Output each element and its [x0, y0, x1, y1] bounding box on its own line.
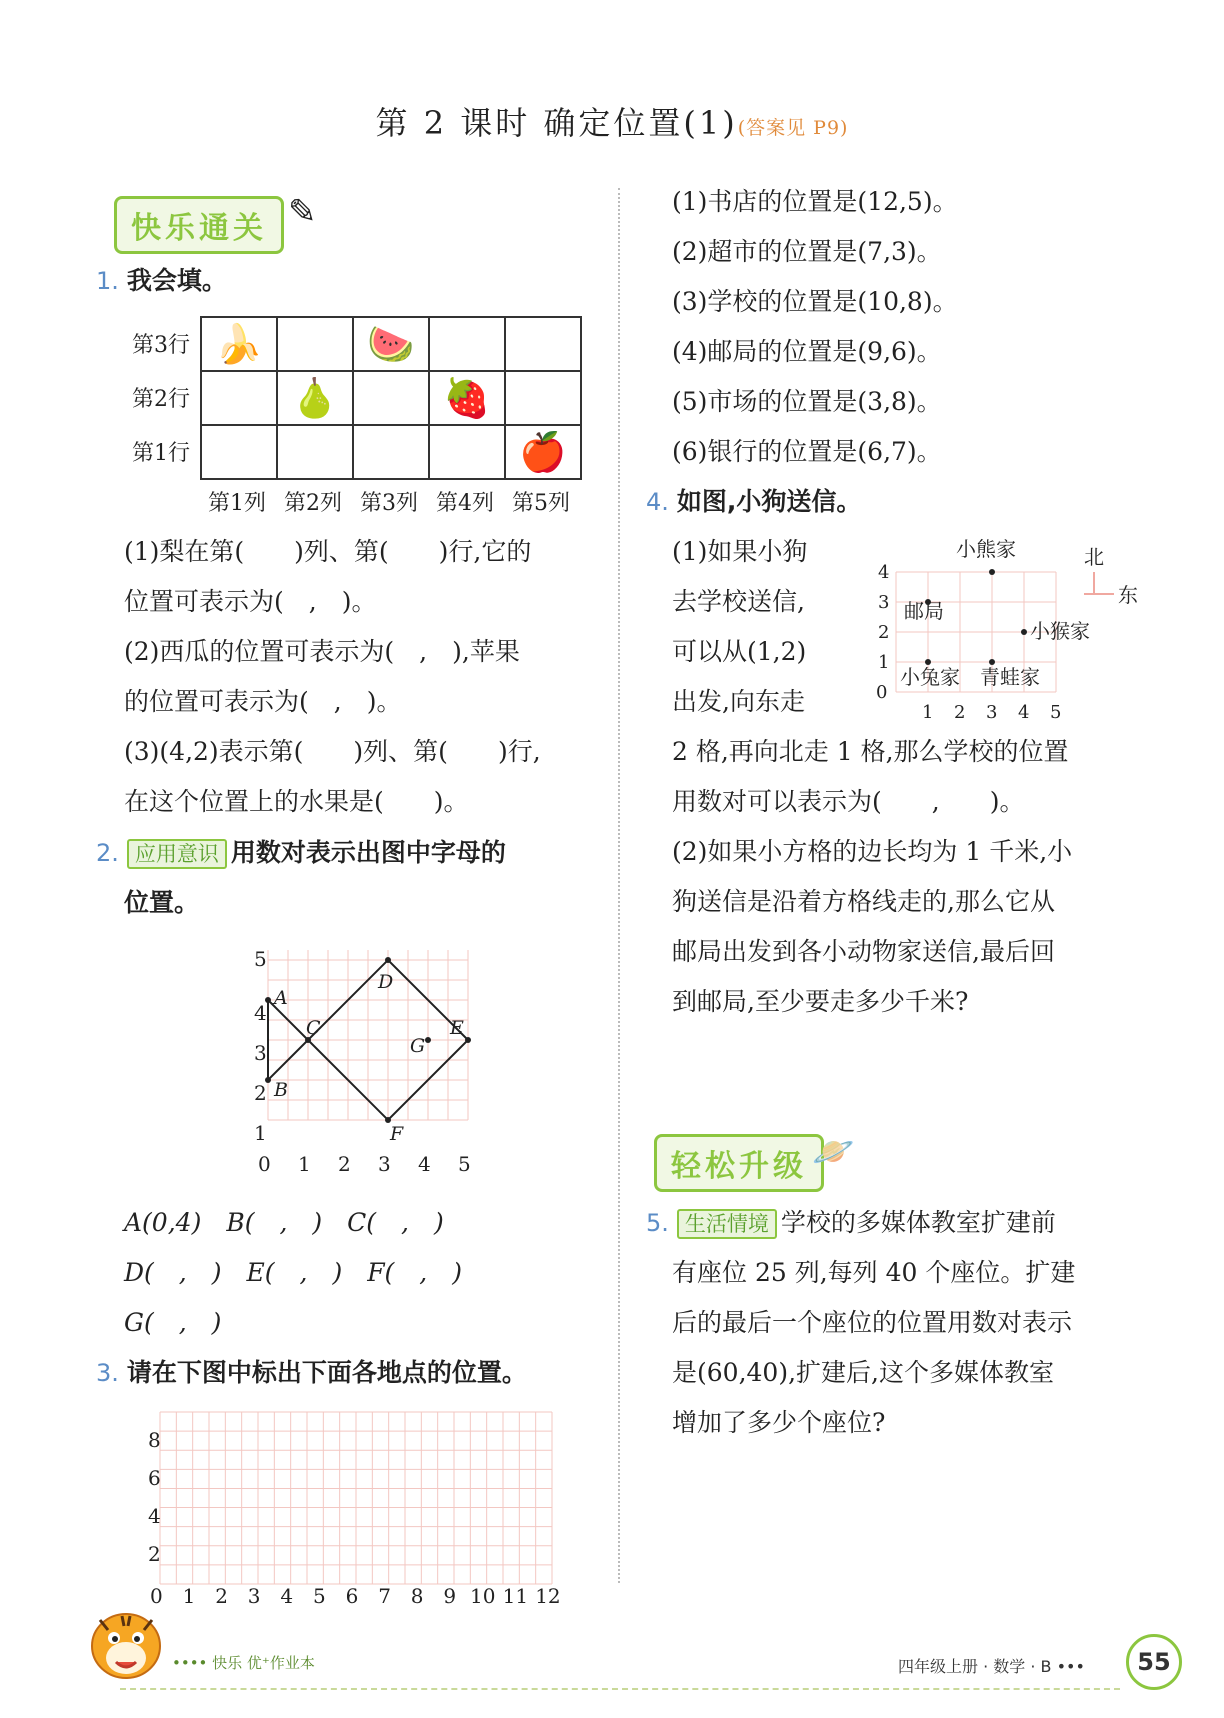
svg-text:2: 2 [878, 622, 890, 643]
q3-x-tick: 5 [313, 1584, 326, 1608]
svg-text:5: 5 [1050, 702, 1062, 723]
svg-text:3: 3 [254, 1041, 267, 1065]
section-banner-easy-upgrade: 轻松升级 [654, 1134, 824, 1192]
grid-cell [201, 371, 277, 425]
grid-cell [277, 425, 353, 479]
page-title: 第 2 课时 确定位置(1)(答案见 P9) [375, 104, 849, 142]
grid-cell [429, 317, 505, 371]
q1-line-2: 位置可表示为( , )。 [124, 587, 377, 616]
row-label-2: 第2行 [132, 387, 190, 412]
q2-answers-line-1: A(0,4) B( , ) C( , ) [124, 1208, 444, 1237]
question-3-heading: 3. 请在下图中标出下面各地点的位置。 [96, 1358, 527, 1387]
point-label-A: A [274, 987, 288, 1009]
q4-line-9: 邮局出发到各小动物家送信,最后回 [672, 937, 1055, 966]
map-label-bear-home: 小熊家 [956, 537, 1016, 561]
q2-answers-line-3: G( , ) [124, 1308, 222, 1337]
svg-text:3: 3 [878, 592, 890, 613]
page-number: 55 [1126, 1634, 1182, 1690]
q3-x-tick: 3 [247, 1584, 261, 1608]
q4-line-1: (1)如果小狗 [672, 537, 808, 566]
apple-icon: 🍎 [519, 429, 567, 474]
q1-line-3: (2)西瓜的位置可表示为( , ),苹果 [124, 637, 520, 666]
svg-text:5: 5 [254, 947, 267, 971]
footer-grade-info: 四年级上册 · 数学 · B ••• [898, 1657, 1085, 1676]
tag-life-situation: 生活情境 [677, 1209, 777, 1239]
grid-cell [505, 425, 581, 479]
grid-cell [277, 317, 353, 371]
column-divider [618, 188, 620, 1583]
point-label-D: D [378, 971, 394, 993]
q4-line-3: 可以从(1,2) [672, 637, 807, 666]
letters-coordinate-graph [240, 940, 480, 1180]
row-label-1: 第1行 [132, 441, 190, 466]
grid-cell [505, 371, 581, 425]
grid-cell [353, 317, 429, 371]
point-label-B: B [274, 1079, 288, 1101]
col-label-5: 第5列 [512, 491, 570, 516]
point-label-C: C [306, 1017, 321, 1039]
tiger-mascot-icon [86, 1600, 166, 1684]
q1-line-5: (3)(4,2)表示第( )列、第( )行, [124, 737, 541, 766]
blank-coordinate-grid [140, 1404, 560, 1600]
q3-item-2: (2)超市的位置是(7,3)。 [672, 237, 942, 266]
col-label-3: 第3列 [360, 491, 418, 516]
svg-text:2: 2 [254, 1081, 267, 1105]
puppy-delivery-map [872, 534, 1142, 724]
q3-x-axis-ticks [150, 1584, 570, 1614]
q3-item-5: (5)市场的位置是(3,8)。 [672, 387, 942, 416]
question-4-heading: 4. 如图,小狗送信。 [646, 487, 862, 516]
grid-cell [201, 317, 277, 371]
east-label: 东 [1118, 583, 1138, 607]
map-label-frog-home: 青蛙家 [980, 665, 1040, 689]
q3-x-tick: 9 [443, 1584, 457, 1608]
map-label-rabbit-home: 小兔家 [900, 665, 960, 689]
svg-text:4: 4 [878, 562, 890, 583]
grid-cell [353, 371, 429, 425]
footer-dashed-line [120, 1688, 1120, 1690]
q3-item-1: (1)书店的位置是(12,5)。 [672, 187, 958, 216]
question-2-heading: 2. 应用意识 用数对表示出图中字母的 [96, 838, 506, 867]
q3-y-axis-ticks: 8 6 4 2 [148, 1428, 161, 1566]
svg-text:2: 2 [954, 702, 966, 723]
q3-x-tick: 7 [378, 1584, 391, 1608]
point-label-G: G [410, 1035, 426, 1057]
grid-cell [505, 317, 581, 371]
svg-text:3: 3 [986, 702, 998, 723]
map-label-post-office: 邮局 [904, 599, 944, 623]
col-label-1: 第1列 [208, 491, 266, 516]
svg-text:1: 1 [878, 652, 890, 673]
q4-line-5: 2 格,再向北走 1 格,那么学校的位置 [672, 737, 1069, 766]
q5-line-5: 增加了多少个座位? [672, 1408, 886, 1437]
question-5-heading: 5. 生活情境 学校的多媒体教室扩建前 [646, 1208, 1056, 1237]
q3-x-tick: 0 [150, 1584, 163, 1608]
north-label: 北 [1084, 545, 1104, 569]
pencil-icon: ✎ [288, 192, 317, 232]
map-label-monkey-home: 小猴家 [1030, 619, 1090, 643]
grid-cell [353, 425, 429, 479]
grid-cell [201, 425, 277, 479]
q1-line-6: 在这个位置上的水果是( )。 [124, 787, 469, 816]
q3-x-tick: 4 [280, 1584, 294, 1608]
svg-text:1: 1 [922, 702, 934, 723]
q5-line-3: 后的最后一个座位的位置用数对表示 [672, 1308, 1073, 1337]
q2-answers-line-2: D( , ) E( , ) F( , ) [124, 1258, 463, 1287]
planet-icon: 🪐 [812, 1132, 855, 1172]
strawberry-icon: 🍓 [443, 375, 491, 420]
q3-x-tick: 8 [410, 1584, 424, 1608]
row-label-3: 第3行 [132, 333, 190, 358]
q3-x-tick: 12 [535, 1584, 561, 1608]
pear-icon: 🍐 [291, 375, 339, 420]
q4-line-8: 狗送信是沿着方格线走的,那么它从 [672, 887, 1055, 916]
section-banner-happy-pass: 快乐通关 [114, 196, 284, 254]
fruit-position-grid [200, 316, 582, 480]
q3-x-tick: 10 [470, 1584, 496, 1608]
q3-item-4: (4)邮局的位置是(9,6)。 [672, 337, 942, 366]
svg-text:4: 4 [1018, 702, 1030, 723]
point-label-E: E [450, 1017, 464, 1039]
question-1-heading: 1. 我会填。 [96, 266, 227, 295]
q3-x-tick: 2 [215, 1584, 228, 1608]
q4-line-7: (2)如果小方格的边长均为 1 千米,小 [672, 837, 1073, 866]
svg-text:0: 0 [876, 682, 888, 703]
q1-line-1: (1)梨在第( )列、第( )行,它的 [124, 537, 532, 566]
q3-item-3: (3)学校的位置是(10,8)。 [672, 287, 958, 316]
q3-x-tick: 1 [182, 1584, 196, 1608]
q3-item-6: (6)银行的位置是(6,7)。 [672, 437, 942, 466]
q4-line-4: 出发,向东走 [672, 687, 805, 716]
col-label-4: 第4列 [436, 491, 494, 516]
grid-cell [429, 371, 505, 425]
footer-brand: •••• 快乐 优⁺作业本 [172, 1654, 315, 1672]
watermelon-icon: 🍉 [367, 321, 415, 366]
question-2-heading-cont: 位置。 [124, 888, 200, 917]
q3-x-tick: 11 [502, 1584, 529, 1608]
q1-line-4: 的位置可表示为( , )。 [124, 687, 402, 716]
tag-application-awareness: 应用意识 [127, 839, 227, 869]
grid-cell [429, 425, 505, 479]
q4-line-10: 到邮局,至少要走多少千米? [672, 987, 969, 1016]
answer-reference: (答案见 P9) [737, 117, 849, 139]
col-label-2: 第2列 [284, 491, 342, 516]
grid-cell [277, 371, 353, 425]
svg-text:4: 4 [254, 1001, 267, 1025]
q4-line-2: 去学校送信, [672, 587, 805, 616]
point-label-F: F [390, 1123, 404, 1145]
q5-line-2: 有座位 25 列,每列 40 个座位。扩建 [672, 1258, 1076, 1287]
q3-x-tick: 6 [345, 1584, 359, 1608]
svg-text:1: 1 [254, 1121, 267, 1145]
banana-icon: 🍌 [215, 321, 263, 366]
q4-line-6: 用数对可以表示为( , )。 [672, 787, 1025, 816]
q5-line-4: 是(60,40),扩建后,这个多媒体教室 [672, 1358, 1054, 1387]
